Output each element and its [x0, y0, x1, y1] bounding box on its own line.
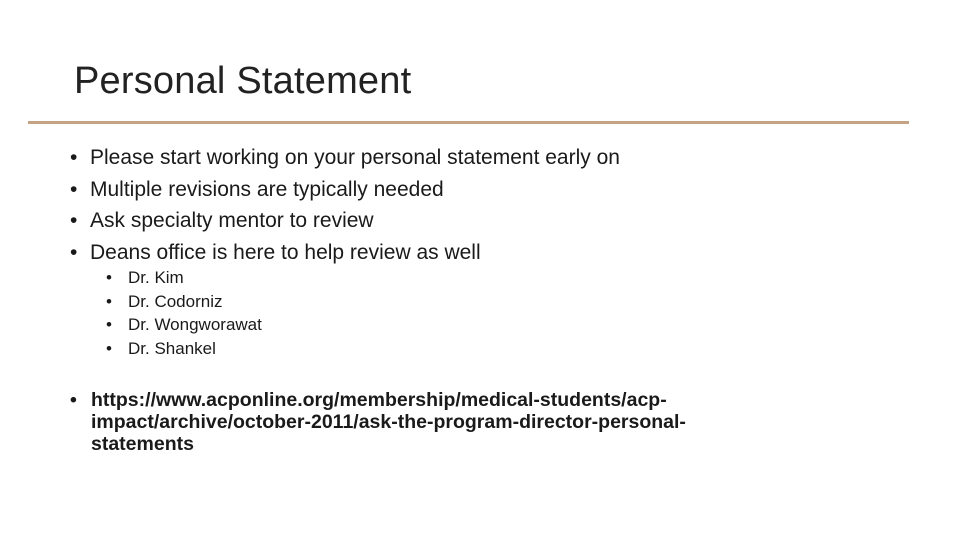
link-line-2: impact/archive/october-2011/ask-the-program-director-personal-: [91, 411, 686, 433]
bullet-item: [70, 205, 890, 237]
bullet-item: [70, 174, 890, 206]
bullet-icon: •: [106, 315, 112, 334]
bullet-icon: •: [70, 209, 78, 232]
sub-bullet-text: Dr. Shankel: [128, 338, 216, 358]
sub-bullet-item: [106, 290, 506, 314]
sub-bullet-text: Dr. Codorniz: [128, 291, 223, 311]
sub-bullet-text: Dr. Wongworawat: [128, 315, 262, 334]
reference-link[interactable]: [91, 389, 811, 455]
main-bullet-list: [70, 142, 890, 268]
sub-bullet-text: Dr. Kim: [128, 268, 184, 287]
bullet-icon: •: [106, 268, 112, 287]
sub-bullet-item: [106, 313, 506, 337]
bullet-icon: •: [106, 291, 112, 311]
bullet-text: Deans office is here to help review as well: [90, 240, 481, 264]
sub-bullet-list: [106, 266, 506, 360]
bullet-item: [70, 237, 890, 269]
bullet-icon: •: [70, 240, 78, 264]
bullet-icon: •: [70, 146, 78, 169]
link-list: [70, 389, 830, 455]
bullet-icon: •: [70, 177, 78, 201]
bullet-text: Ask specialty mentor to review: [90, 209, 374, 232]
slide-title: Personal Statement: [74, 60, 412, 102]
sub-bullet-item: [106, 266, 506, 290]
sub-bullet-item: [106, 337, 506, 361]
bullet-text: Multiple revisions are typically needed: [90, 177, 444, 201]
link-line-1: https://www.acponline.org/membership/medical-students/acp-: [91, 389, 667, 411]
title-divider: [28, 121, 909, 124]
bullet-icon: •: [106, 338, 112, 358]
bullet-text: Please start working on your personal statement early on: [90, 146, 620, 169]
link-line-3: statements: [91, 433, 194, 455]
link-item: [70, 389, 830, 455]
bullet-icon: •: [70, 389, 77, 411]
bullet-item: [70, 142, 890, 174]
